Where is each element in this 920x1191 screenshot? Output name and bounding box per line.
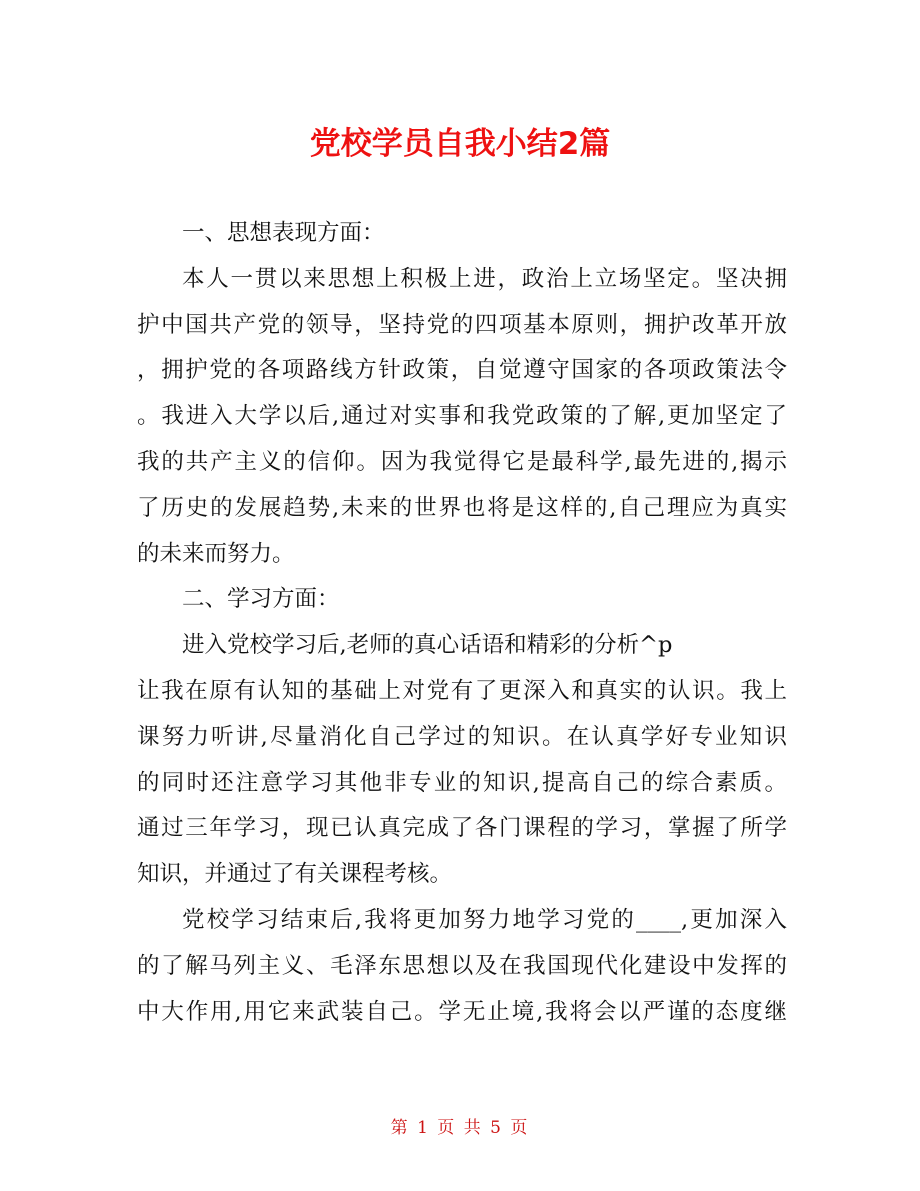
- section-heading-study: 二、学习方面：: [182, 586, 340, 613]
- paragraph-line: 的了解马列主义、毛泽东思想以及在我国现代化建设中发挥的: [137, 952, 787, 979]
- paragraph-line: 让我在原有认知的基础上对党有了更深入和真实的认识。我上: [137, 677, 787, 704]
- paragraph-line: 。我进入大学以后,通过对实事和我党政策的了解,更加坚定了: [137, 403, 787, 430]
- paragraph-line: 我的共产主义的信仰。因为我觉得它是最科学,最先进的,揭示: [137, 448, 787, 475]
- paragraph-line: 知识，并通过了有关课程考核。: [137, 861, 453, 888]
- paragraph-line: 通过三年学习，现已认真完成了各门课程的学习，掌握了所学: [137, 815, 787, 842]
- paragraph-line: 进入党校学习后,老师的真心话语和精彩的分析^p: [182, 632, 673, 659]
- paragraph-line: 了历史的发展趋势,未来的世界也将是这样的,自己理应为真实: [137, 494, 787, 521]
- paragraph-line: 护中国共产党的领导，坚持党的四项基本原则，拥护改革开放: [137, 311, 787, 338]
- paragraph-line: ，拥护党的各项路线方针政策，自觉遵守国家的各项政策法令: [137, 357, 787, 384]
- paragraph-line: 的未来而努力。: [137, 540, 295, 567]
- page-indicator: 第 1 页 共 5 页: [390, 1118, 530, 1138]
- document-title: 党校学员自我小结2篇: [309, 126, 611, 162]
- paragraph-line: 中大作用,用它来武装自己。学无止境,我将会以严谨的态度继: [137, 998, 787, 1025]
- section-heading-thought: 一、思想表现方面：: [182, 220, 385, 246]
- paragraph-line: 党校学习结束后,我将更加努力地学习党的____,更加深入: [182, 906, 787, 933]
- paragraph-line: 的同时还注意学习其他非专业的知识,提高自己的综合素质。: [137, 769, 787, 796]
- document-body: [137, 211, 787, 1035]
- paragraph-line: 本人一贯以来思想上积极上进，政治上立场坚定。坚决拥: [182, 265, 787, 292]
- paragraph-line: 课努力听讲,尽量消化自己学过的知识。在认真学好专业知识: [137, 723, 787, 750]
